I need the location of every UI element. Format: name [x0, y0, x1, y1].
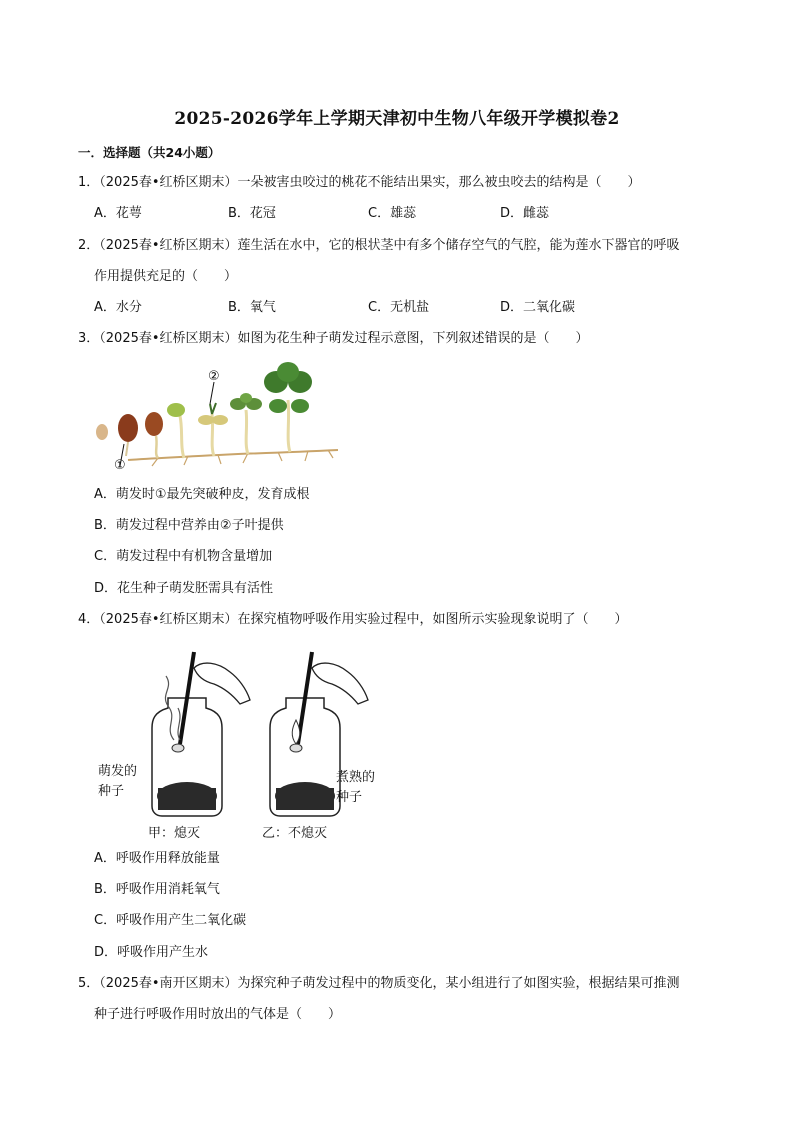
question-2-text: 2．（2025春•红桥区期末）莲生活在水中，它的根状茎中有多个储存空气的气腔，能为莲水下器官的呼吸: [78, 238, 680, 253]
q2-option-d: D．二氧化碳: [500, 300, 576, 315]
q4-option-a: A．呼吸作用释放能量: [94, 851, 220, 866]
section-heading: 一．选择题（共24小题）: [78, 145, 221, 160]
question-5-text-cont: 种子进行呼吸作用时放出的气体是（ ）: [94, 1007, 342, 1022]
q1-option-b: B．花冠: [228, 206, 276, 221]
q3-option-b: B．萌发过程中营养由②子叶提供: [94, 518, 284, 533]
figure-label-2: ②: [208, 369, 220, 384]
question-1-text: 1．（2025春•红桥区期末）一朵被害虫咬过的桃花不能结出果实，那么被虫咬去的结构是（ ）: [78, 175, 641, 190]
figure-label-1: ①: [114, 458, 126, 473]
q3-option-d: D．花生种子萌发胚需具有活性: [94, 581, 274, 596]
peanut-germination-figure: [88, 360, 358, 478]
label-germinating-2: 种子: [98, 784, 125, 799]
q2-option-a: A．水分: [94, 300, 142, 315]
q1-option-d: D．雌蕊: [500, 206, 550, 221]
caption-jia: 甲：熄灭: [148, 826, 201, 841]
q2-option-c: C．无机盐: [368, 300, 430, 315]
question-4-text: 4．（2025春•红桥区期末）在探究植物呼吸作用实验过程中，如图所示实验现象说明了（ ）: [78, 612, 628, 627]
q4-option-d: D．呼吸作用产生水: [94, 945, 209, 960]
question-5-text: 5．（2025春•南开区期末）为探究种子萌发过程中的物质变化，某小组进行了如图实验，根据结果可推测: [78, 976, 680, 991]
question-2-text-cont: 作用提供充足的（ ）: [94, 269, 238, 284]
caption-yi: 乙：不熄灭: [262, 826, 328, 841]
label-boiled-1: 煮熟的: [336, 770, 376, 785]
q4-option-c: C．呼吸作用产生二氧化碳: [94, 913, 247, 928]
jar-jia: [152, 652, 250, 816]
page-title: 2025-2026学年上学期天津初中生物八年级开学模拟卷2: [174, 109, 620, 129]
label-boiled-2: 种子: [336, 790, 363, 805]
question-3-text: 3．（2025春•红桥区期末）如图为花生种子萌发过程示意图，下列叙述错误的是（ ）: [78, 331, 589, 346]
q3-option-a: A．萌发时①最先突破种皮，发育成根: [94, 487, 310, 502]
q4-option-b: B．呼吸作用消耗氧气: [94, 882, 220, 897]
q1-option-a: A．花萼: [94, 206, 142, 221]
q2-option-b: B．氧气: [228, 300, 276, 315]
q1-option-c: C．雄蕊: [368, 206, 417, 221]
q3-option-c: C．萌发过程中有机物含量增加: [94, 549, 273, 564]
label-germinating-1: 萌发的: [98, 764, 138, 779]
